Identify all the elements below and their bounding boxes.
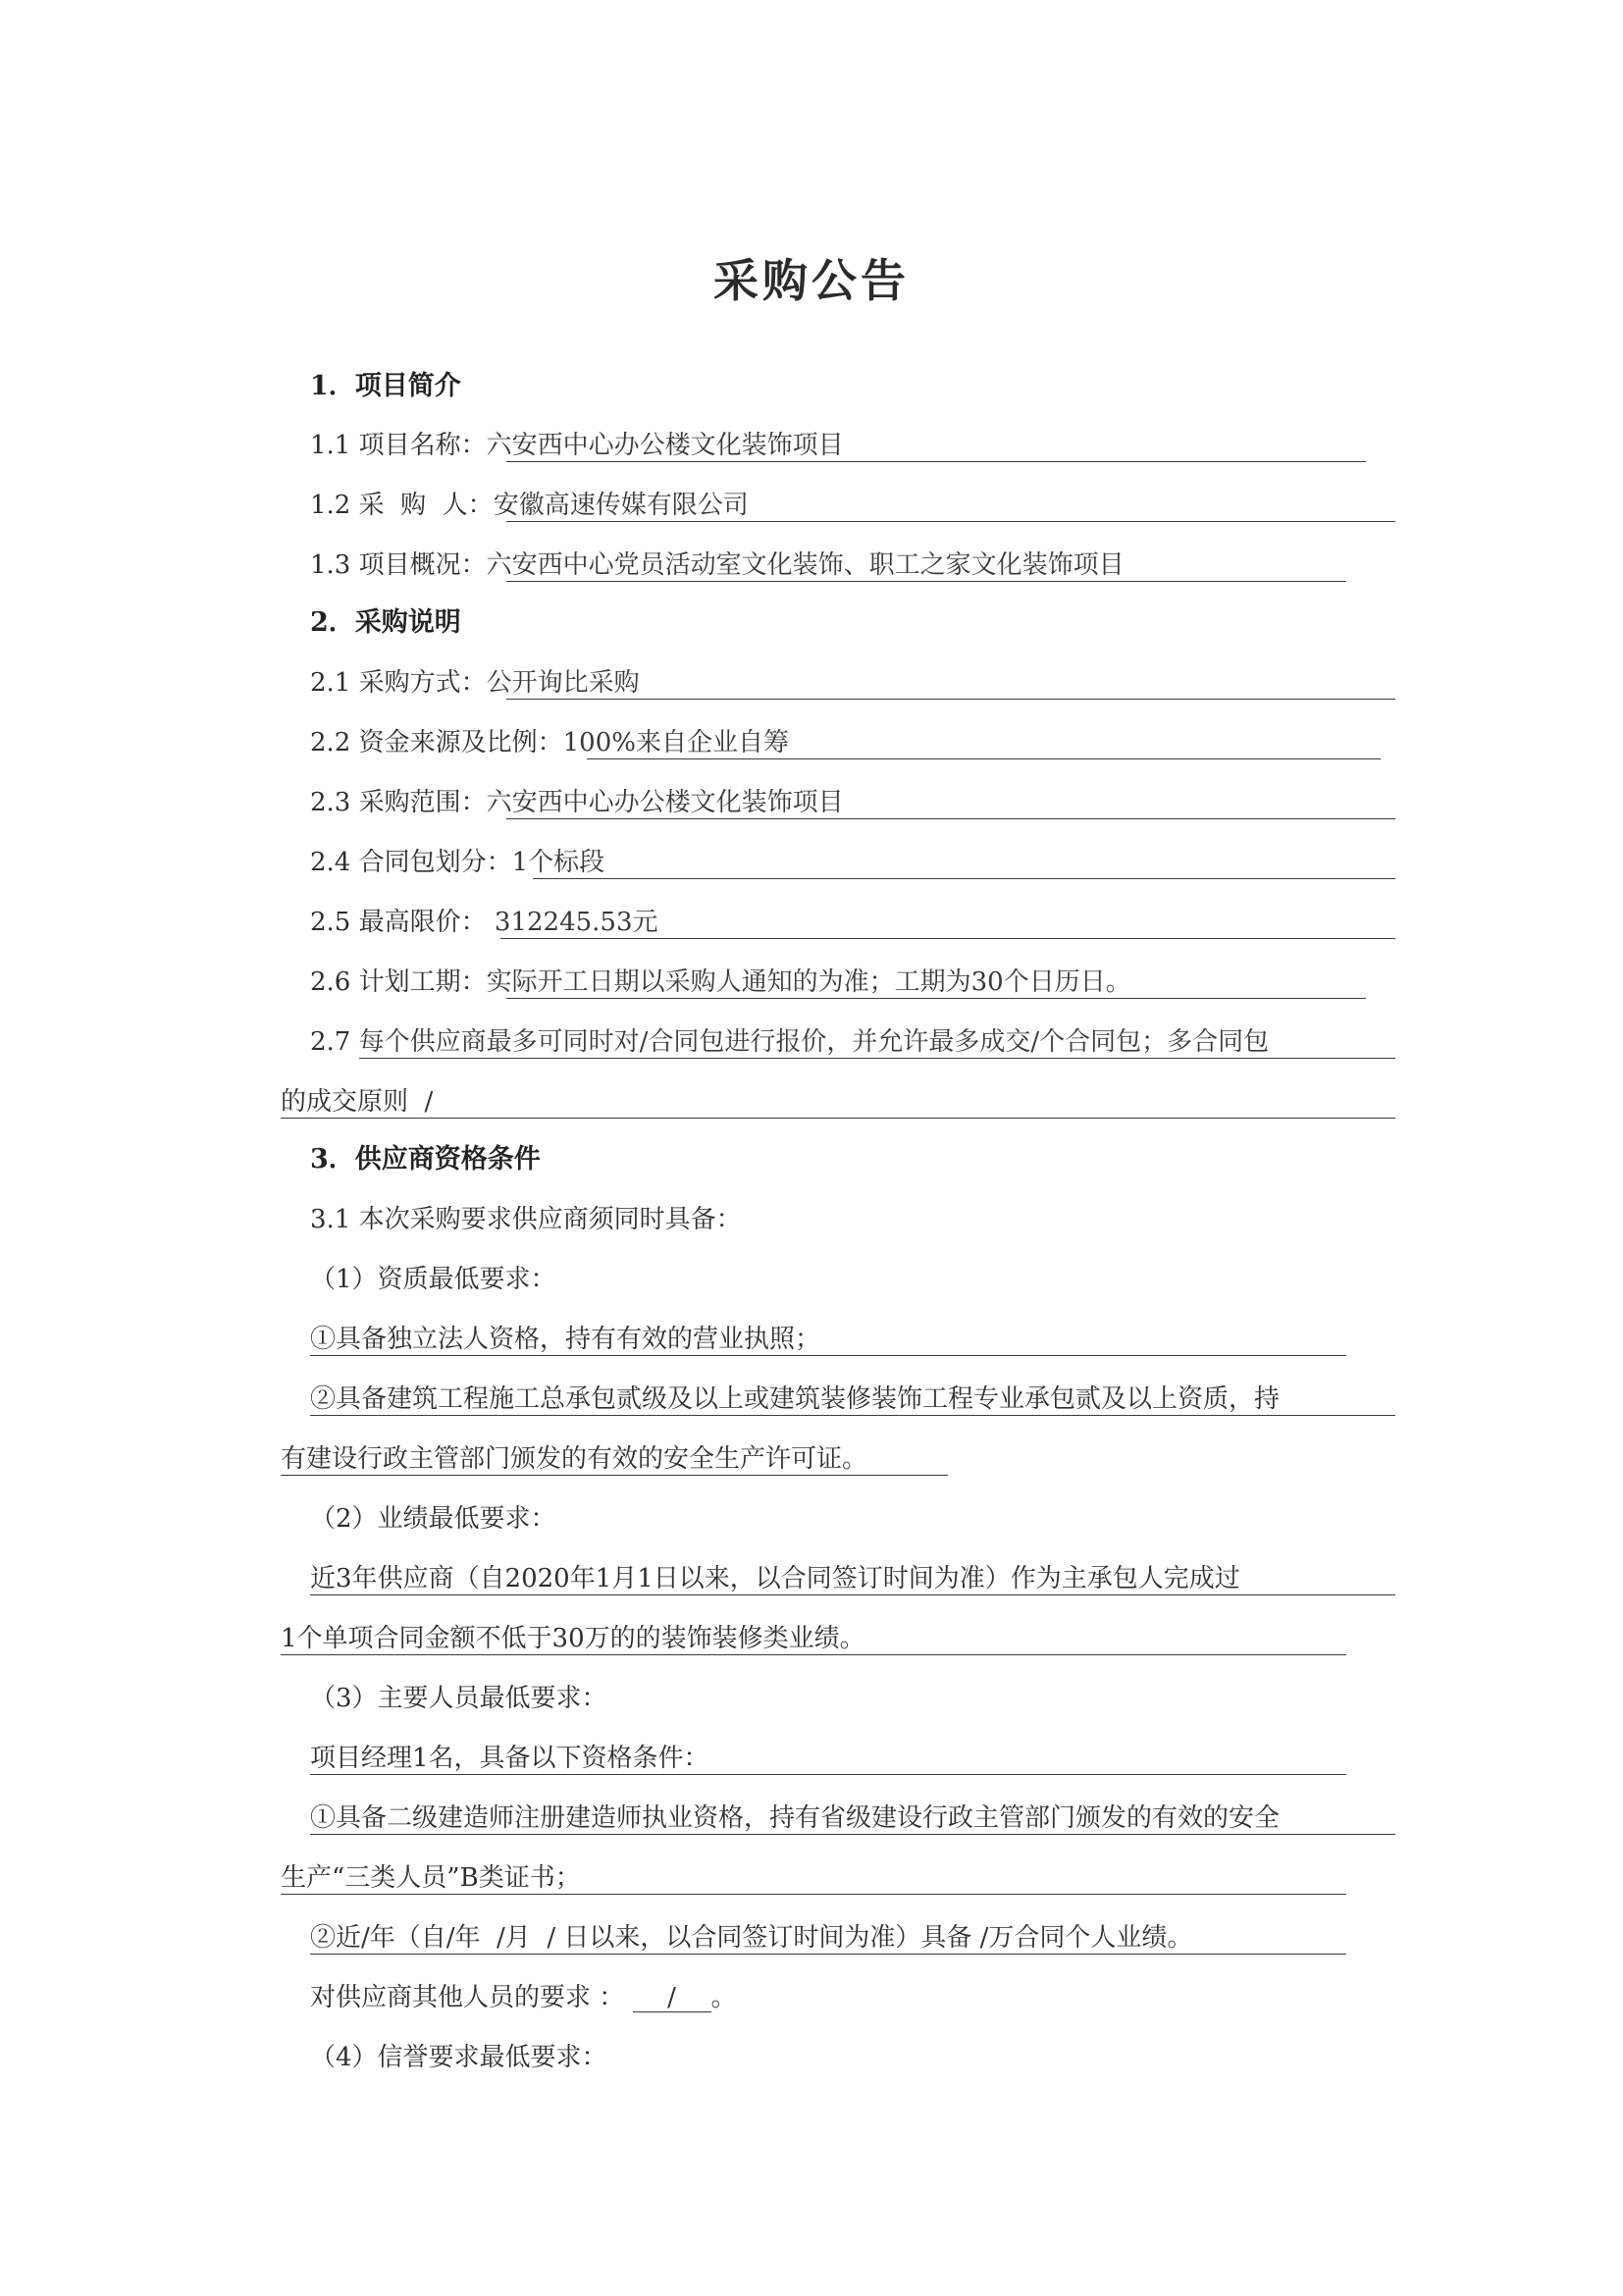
item-2-3 — [310, 788, 844, 817]
qual-item-2-underline-1 — [310, 1415, 1395, 1416]
other-staff-requirement — [310, 1983, 737, 2012]
item-2-4-underline — [533, 878, 1395, 879]
item-2-6-value: 实际开工日期以采购人通知的为准；工期为30个日历日。 — [486, 967, 1131, 997]
perf-line1: 近3年供应商（自2020年1月1日以来，以合同签订时间为准）作为主承包人完成过 — [310, 1564, 1240, 1593]
staff-2: ②近/年（自/年 /月 / 日以来，以合同签订时间为准）具备 /万合同个人业绩。 — [310, 1923, 1193, 1953]
item-2-1-label: 采购方式： — [358, 668, 487, 698]
staff-1-underline-2 — [281, 1894, 1346, 1895]
item-2-3-label: 采购范围： — [358, 788, 487, 817]
item-2-7-num: 2.7 — [310, 1027, 351, 1057]
item-2-5-underline — [500, 938, 1395, 939]
item-1-1-underline — [506, 461, 1366, 462]
item-2-2-label: 资金来源及比例： — [358, 728, 563, 757]
item-1-3-underline — [506, 581, 1346, 582]
perf-line2: 1个单项合同金额不低于30万的的装饰装修类业绩。 — [281, 1624, 865, 1653]
staff-1-line2: 生产“三类人员”B类证书； — [281, 1863, 581, 1893]
item-2-6-label: 计划工期： — [358, 967, 487, 997]
item-1-3-label: 项目概况： — [358, 550, 487, 580]
item-3-1-text: 本次采购要求供应商须同时具备： — [358, 1205, 742, 1234]
staff-2-underline — [310, 1954, 1346, 1955]
item-2-5 — [310, 908, 658, 937]
qual-heading: （1）资质最低要求： — [310, 1265, 556, 1294]
staff-1-line1: ①具备二级建造师注册建造师执业资格，持有省级建设行政主管部门颁发的有效的安全 — [310, 1803, 1281, 1833]
item-1-2-label: 采 购 人： — [358, 491, 494, 520]
item-1-3-value: 六安西中心党员活动室文化装饰、职工之家文化装饰项目 — [486, 550, 1125, 580]
item-2-6-underline — [506, 998, 1366, 999]
staff-1-underline-1 — [310, 1834, 1395, 1835]
item-2-3-underline — [506, 818, 1395, 819]
item-2-2-underline — [587, 758, 1381, 759]
item-2-1 — [310, 668, 640, 698]
item-2-1-value: 公开询比采购 — [486, 668, 640, 698]
item-2-1-underline — [506, 699, 1395, 700]
qual-item-1-underline — [310, 1355, 1346, 1356]
item-2-6 — [310, 967, 1131, 997]
item-2-5-label: 最高限价： — [358, 908, 487, 937]
qual-item-2-underline-2 — [281, 1475, 948, 1476]
item-2-3-value: 六安西中心办公楼文化装饰项目 — [486, 788, 844, 817]
item-2-1-num: 2.1 — [310, 668, 351, 698]
item-1-3 — [310, 550, 1125, 580]
item-2-7-text1: 每个供应商最多可同时对/合同包进行报价，并允许最多成交/个合同包；多合同包 — [358, 1027, 1270, 1057]
other-staff-value: / — [633, 1984, 711, 2012]
section-3-heading: 3．供应商资格条件 — [310, 1144, 541, 1174]
qual-item-2-line2: 有建设行政主管部门颁发的有效的安全生产许可证。 — [281, 1444, 868, 1474]
perf-underline-1 — [310, 1594, 1395, 1595]
item-1-2-underline — [506, 521, 1395, 522]
other-staff-end: 。 — [710, 1983, 737, 2012]
item-2-5-num: 2.5 — [310, 908, 351, 937]
item-3-1-num: 3.1 — [310, 1205, 351, 1234]
item-2-4 — [310, 848, 604, 877]
item-2-3-num: 2.3 — [310, 788, 351, 817]
other-staff-label: 对供应商其他人员的要求 ： — [310, 1983, 625, 2012]
credit-heading: （4）信誉要求最低要求： — [310, 2043, 607, 2072]
section-2-heading: 2．采购说明 — [310, 607, 461, 638]
item-1-3-num: 1.3 — [310, 550, 351, 580]
item-1-1 — [310, 431, 844, 460]
item-1-1-num: 1.1 — [310, 431, 351, 460]
perf-underline-2 — [281, 1654, 1346, 1655]
item-2-2-num: 2.2 — [310, 728, 351, 757]
item-1-2-value: 安徽高速传媒有限公司 — [493, 491, 749, 520]
item-1-2 — [310, 491, 749, 520]
item-2-2 — [310, 728, 789, 757]
item-2-7-line2: 的成交原则 / — [281, 1087, 434, 1117]
item-2-4-label: 合同包划分： — [358, 848, 512, 877]
document-title: 采购公告 — [713, 254, 910, 307]
staff-heading: （3）主要人员最低要求： — [310, 1684, 607, 1713]
qual-item-2-line1: ②具备建筑工程施工总承包贰级及以上或建筑装修装饰工程专业承包贰及以上资质，持 — [310, 1384, 1281, 1414]
item-1-1-value: 六安西中心办公楼文化装饰项目 — [486, 431, 844, 460]
item-2-7-underline-2 — [281, 1118, 1395, 1119]
staff-pm-underline — [310, 1774, 1346, 1775]
item-1-2-num: 1.2 — [310, 491, 351, 520]
item-2-6-num: 2.6 — [310, 967, 351, 997]
qual-item-1: ①具备独立法人资格，持有有效的营业执照； — [310, 1325, 821, 1354]
item-3-1 — [310, 1205, 742, 1234]
item-2-7-line1 — [310, 1027, 1269, 1057]
item-2-2-value: 100%来自企业自筹 — [562, 728, 789, 757]
item-2-4-num: 2.4 — [310, 848, 351, 877]
item-2-7-underline-1 — [359, 1058, 1395, 1059]
item-1-1-label: 项目名称： — [358, 431, 487, 460]
staff-pm: 项目经理1名，具备以下资格条件： — [310, 1744, 709, 1773]
section-1-heading: 1．项目简介 — [310, 371, 461, 401]
item-2-5-value: 312245.53元 — [494, 908, 658, 937]
perf-heading: （2）业绩最低要求： — [310, 1504, 556, 1534]
item-2-4-value: 1个标段 — [511, 848, 605, 877]
